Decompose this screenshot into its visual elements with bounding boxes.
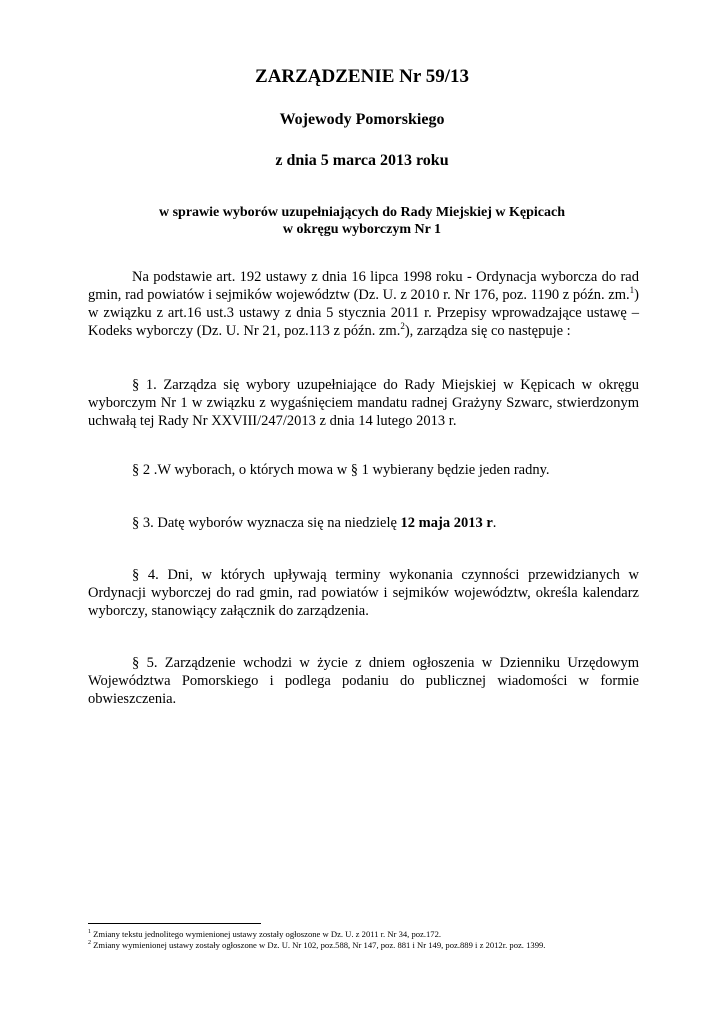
footnote-2 — [88, 940, 648, 951]
section-2-text: § 2 .W wyborach, o których mowa w § 1 wybierany będzie jeden radny. — [132, 462, 550, 478]
preamble-text-2: ) w związku z art.16 ust.3 ustawy z dnia 5 stycznia 2011 r. Przepisy wprowadzające ustawę – Kodeks wyborczy (Dz. U. Nr 21, poz.113 z późn. zm. — [88, 287, 639, 339]
footnote-mark-2: 2 — [88, 940, 91, 947]
footnote-ref-1: 1 — [629, 285, 635, 296]
section-4-text: § 4. Dni, w których upływają terminy wykonania czynności przewidzianych w Ordynacji wyborczej do rad gmin, rad powiatów i sejmików województw, określa kalendarz wyborczy, stanowiący załącznik do zarządzenia. — [88, 567, 639, 619]
footnotes — [88, 929, 648, 951]
section-5-paragraph — [88, 654, 639, 708]
footnote-mark-1: 1 — [88, 929, 91, 936]
footnote-text-2: Zmiany wymienionej ustawy zostały ogłoszone w Dz. U. Nr 102, poz.588, Nr 147, poz. 881 i Nr 149, poz.889 i z 2012r. poz. 1399. — [91, 940, 546, 950]
section-3-text: § 3. Datę wyborów wyznacza się na niedzielę — [132, 515, 401, 531]
section-3-end: . — [492, 515, 497, 531]
footnote-ref-2: 2 — [400, 321, 405, 332]
footnote-text-1: Zmiany tekstu jednolitego wymienionej ustawy zostały ogłoszone w Dz. U. z 2011 r. Nr 34, poz.172. — [91, 929, 442, 939]
footnote-1 — [88, 929, 648, 940]
section-4-paragraph — [88, 566, 639, 620]
subject-line-2: w okręgu wyborczym Nr 1 — [282, 222, 442, 237]
preamble-paragraph — [88, 268, 639, 340]
issuing-authority: Wojewody Pomorskiego — [279, 111, 445, 128]
subject-line-1: w sprawie wyborów uzupełniających do Rady Miejskiej w Kępicach — [159, 205, 565, 220]
section-3-paragraph — [88, 514, 639, 532]
election-date: 12 maja 2013 r — [400, 515, 493, 531]
document-date: z dnia 5 marca 2013 roku — [275, 152, 449, 169]
preamble-text-3: ), zarządza się co następuje : — [404, 323, 571, 339]
footnote-separator — [88, 923, 261, 924]
section-1-paragraph — [88, 376, 639, 430]
section-1-text: § 1. Zarządza się wybory uzupełniające do Rady Miejskiej w Kępicach w okręgu wyborczym Nr 1 w związku z wygaśnięciem mandatu radnej Grażyny Szwarc, stwierdzonym uchwałą tej Rady Nr XXVIII/247/2013 z dnia 14 lutego 2013 r. — [88, 377, 639, 429]
section-5-text: § 5. Zarządzenie wchodzi w życie z dniem ogłoszenia w Dzienniku Urzędowym Województwa Pomorskiego i podlega podaniu do publicznej wiadomości w formie obwieszczenia. — [88, 655, 639, 707]
preamble-text-1: Na podstawie art. 192 ustawy z dnia 16 lipca 1998 roku - Ordynacja wyborcza do rad gmin, rad powiatów i sejmików województw (Dz. U. z 2010 r. Nr 176, poz. 1190 z późn. zm. — [88, 269, 639, 303]
document-title: ZARZĄDZENIE Nr 59/13 — [255, 66, 469, 87]
section-2-paragraph — [88, 461, 639, 479]
document-subject — [90, 204, 634, 238]
